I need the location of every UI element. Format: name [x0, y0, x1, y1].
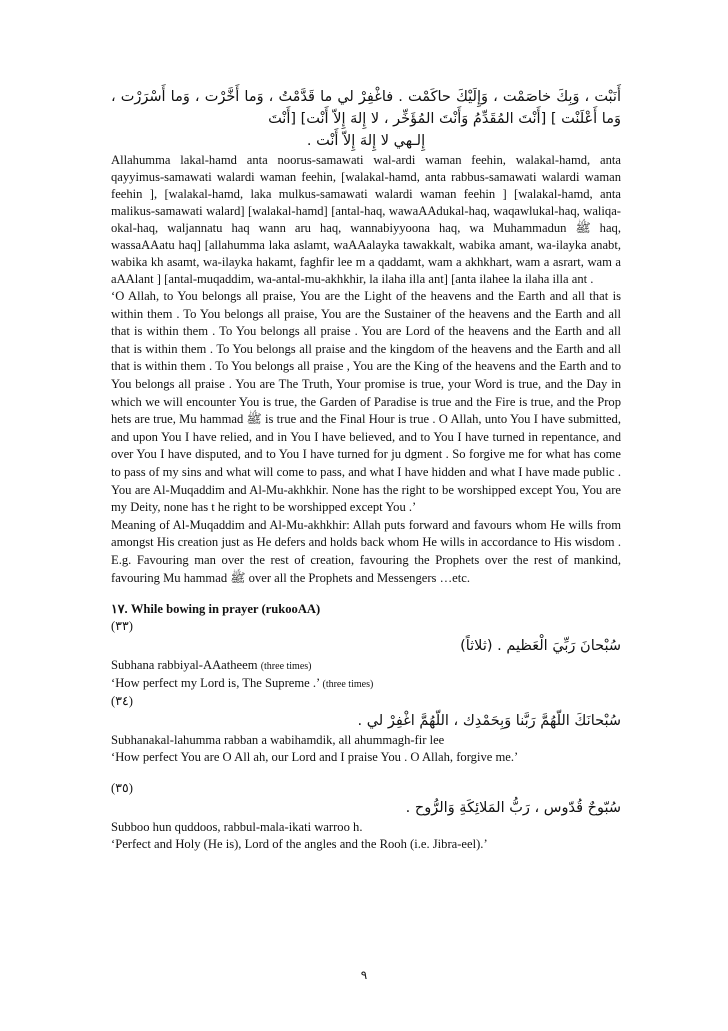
entry-number: (٣٥) [111, 781, 133, 796]
entry-transliteration: Subboo hun quddoos, rabbul-mala-ikati warroo h. [111, 820, 363, 835]
entry-transliteration [111, 657, 621, 675]
entry-translation-text: ‘How perfect my Lord is, The Supreme .’ [111, 676, 320, 691]
entry-number: (٣٣) [111, 619, 133, 634]
entry-arabic: سُبْحانَ رَبِّيَ الْعَظيم . (ثلاثاً) [460, 638, 621, 655]
page-number: ٩ [360, 968, 368, 982]
section-heading: ١٧. While bowing in prayer (rukooAA) [111, 602, 321, 617]
entry-translation [111, 675, 621, 693]
entry-transliteration-note: (three times) [260, 661, 312, 673]
intro-arabic-text: أَنَبْت ، وَبِكَ خاصَمْت ، وَإِلَيْكَ حاكَمْت . فاغْفِرْ لي ما قَدَّمْتُ ، وَما أَخَّرْت ، وَما أَسْرَرْت ، وَما أَعْلَنْت ] [أَنْتَ المُقَدِّمُ وَأَنْتَ المُؤَخِّر ، لا إِلهَ إِلاّ أَنْت] [أَنْتَ [111, 89, 621, 127]
entry-number: (٣٤) [111, 694, 133, 709]
meaning-note: Meaning of Al-Muqaddim and Al-Mu-akhkhir: Allah puts forward and favours whom He wills from amongst His creation just as He defers and holds back whom He wills in accordance to His wisdom . E.g. Favouring man over the rest of creation, favouring the Prophets over the rest of mankind, favouring Mu hammad ﷺ over all the Prophets and Messengers …etc. [111, 517, 621, 585]
entry-translation-note: (three times) [322, 679, 374, 691]
intro-translation: ‘O Allah, to You belongs all praise, You are the Light of the heavens and the Earth and all that is within them . To You belongs all praise, You are the Sustainer of the heavens and the Earth and all that is within them . To You belongs all praise . You are Lord of the heavens and the Earth and all that is within them . To You belongs all praise and the kingdom of the heavens and the Earth and all that is within them . To You belongs all praise , You are the King of the heavens and the Earth and to You belongs all praise . You are The Truth, Your promise is true, your Word is true, and the Day in which we will encounter You is true, the Garden of Paradise is true and the Fire is true, and the Prop hets are true, Mu hammad ﷺ is true and the Final Hour is true . O Allah, unto You I have submitted, and upon You I have relied, and in You I have believed, and to You I have turned in repentance, and over You I have disputed, and to You I have turned for ju dgment . So forgive me for what has come to pass of my sins and what will come to pass, and what I have hidden and what I have made public . You are Al-Muqaddim and Al-Mu-akhkhir. None has the right to be worshipped except You, You are my Deity, none has t he right to be worshipped except You .’ [111, 289, 621, 515]
entry-transliteration-text: Subhana rabbiyal-AAatheem [111, 658, 258, 673]
entry-transliteration: Subhanakal-lahumma rabban a wabihamdik, all ahummagh-fir lee [111, 733, 445, 748]
document-page [111, 86, 621, 853]
entry-arabic: سُبّوحٌ قُدّوس ، رَبُّ المَلائِكَةِ وَالرُّوح . [405, 800, 621, 817]
entry-arabic: سُبْحانَكَ اللّهُمَّ رَبَّنا وَبِحَمْدِك ، اللّهُمَّ اغْفِرْ لي . [357, 713, 621, 730]
intro-transliteration: Allahumma lakal-hamd anta noorus-samawati wal-ardi waman feehin, walakal-hamd, anta qayyimus-samawati walardi waman feehin, [walakal-hamd, anta rabbus-samawati walardi waman feehin ], [walakal-hamd, laka mulkus-samawati walardi waman feehin ] [walakal-hamd, anta malikus-samawati walard] [walakal-hamd] [antal-haq, wawaAAdukal-haq, waqawlukal-haq, waliqa-okal-haq, waljannatu haq wann aru haq, wannabiyyoona haq, wa Muhammadun ﷺ haq, wassaAAatu haq] [allahumma laka aslamt, waAAalayka tawakkalt, wabika amant, wa-ilayka anabt, wabika kh asamt, wa-ilayka hakamt, faghfir lee m a qaddamt, wam a akhkhart, wam a asrart, wam a aAAlant ] [antal-muqaddim, wa-antal-mu-akhkhir, la ilaha illa ant] [anta ilahee la ilaha illa ant . [111, 153, 621, 286]
entry-translation: ‘How perfect You are O All ah, our Lord and I praise You . O Allah, forgive me.’ [111, 750, 519, 765]
entry-translation: ‘Perfect and Holy (He is), Lord of the angles and the Rooh (i.e. Jibra-eel).’ [111, 837, 488, 852]
intro-arabic-closing: إِلـهي لا إِلهَ إِلاّ أَنْت . [306, 133, 426, 149]
